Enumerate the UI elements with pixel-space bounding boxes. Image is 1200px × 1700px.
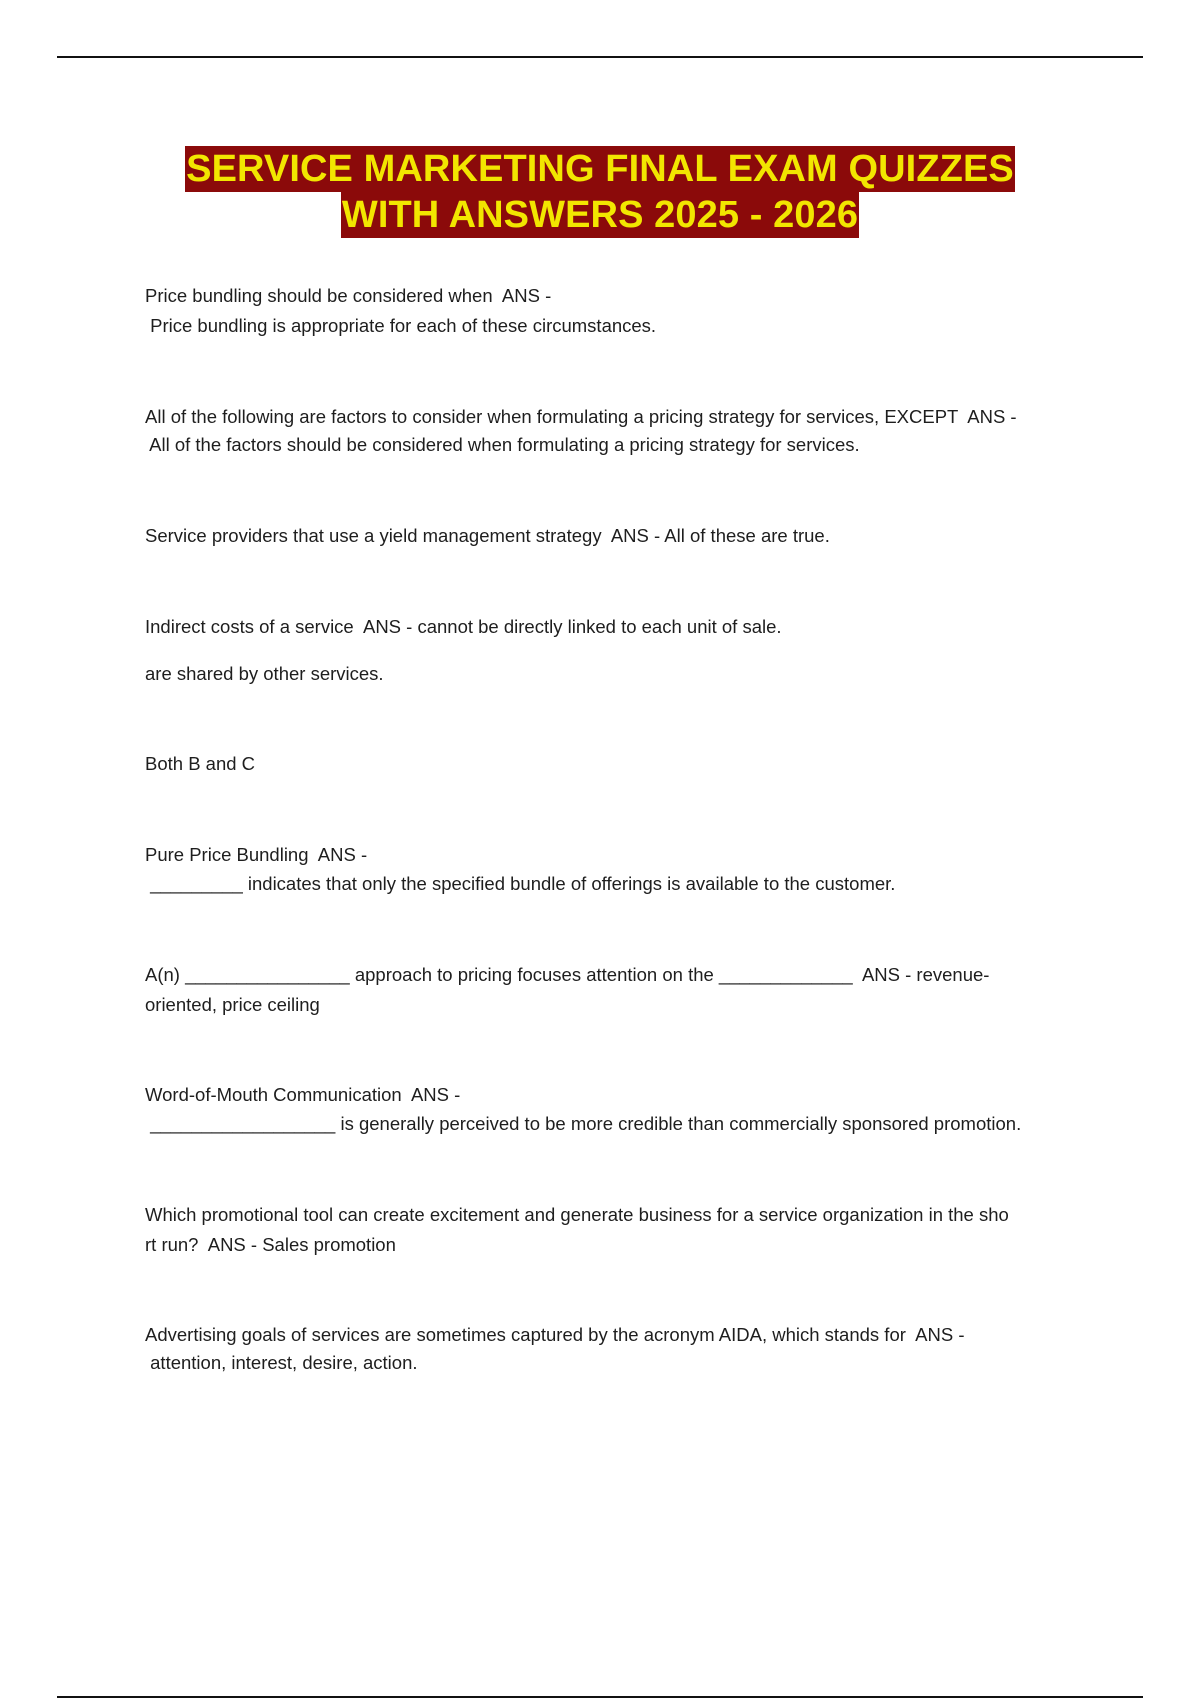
top-rule (57, 56, 1143, 58)
answer-line: oriented, price ceiling (145, 994, 320, 1015)
answer-line: attention, interest, desire, action. (145, 1352, 418, 1373)
answer-line: Price bundling is appropriate for each of these circumstances. (145, 315, 657, 336)
document-title (0, 146, 1200, 238)
question-line: Indirect costs of a service ANS - cannot be directly linked to each unit of sale. (145, 616, 782, 637)
question-line: Which promotional tool can create excitement and generate business for a service organization in the sho (145, 1204, 1009, 1225)
answer-line: _________ indicates that only the specified bundle of offerings is available to the customer. (145, 873, 896, 894)
question-line: Advertising goals of services are sometimes captured by the acronym AIDA, which stands for ANS - (145, 1324, 965, 1345)
question-line: All of the following are factors to consider when formulating a pricing strategy for services, EXCEPT ANS - (145, 406, 1017, 427)
question-line: A(n) ________________ approach to pricing focuses attention on the _____________ ANS - revenue- (145, 964, 990, 985)
bottom-rule (57, 1696, 1143, 1698)
answer-line: Both B and C (145, 753, 256, 774)
question-line: Pure Price Bundling ANS - (145, 844, 368, 865)
answer-line: __________________ is generally perceived to be more credible than commercially sponsored promotion. (145, 1113, 1022, 1134)
question-line: Word-of-Mouth Communication ANS - (145, 1084, 461, 1105)
answer-line: are shared by other services. (145, 663, 384, 684)
answer-line: rt run? ANS - Sales promotion (145, 1234, 396, 1255)
answer-line: All of the factors should be considered when formulating a pricing strategy for services. (145, 434, 860, 455)
question-line: Price bundling should be considered when ANS - (145, 285, 552, 306)
title-line-1: SERVICE MARKETING FINAL EXAM QUIZZES (186, 148, 1014, 190)
question-line: Service providers that use a yield management strategy ANS - All of these are true. (145, 525, 830, 546)
title-line-2: WITH ANSWERS 2025 - 2026 (341, 194, 859, 236)
